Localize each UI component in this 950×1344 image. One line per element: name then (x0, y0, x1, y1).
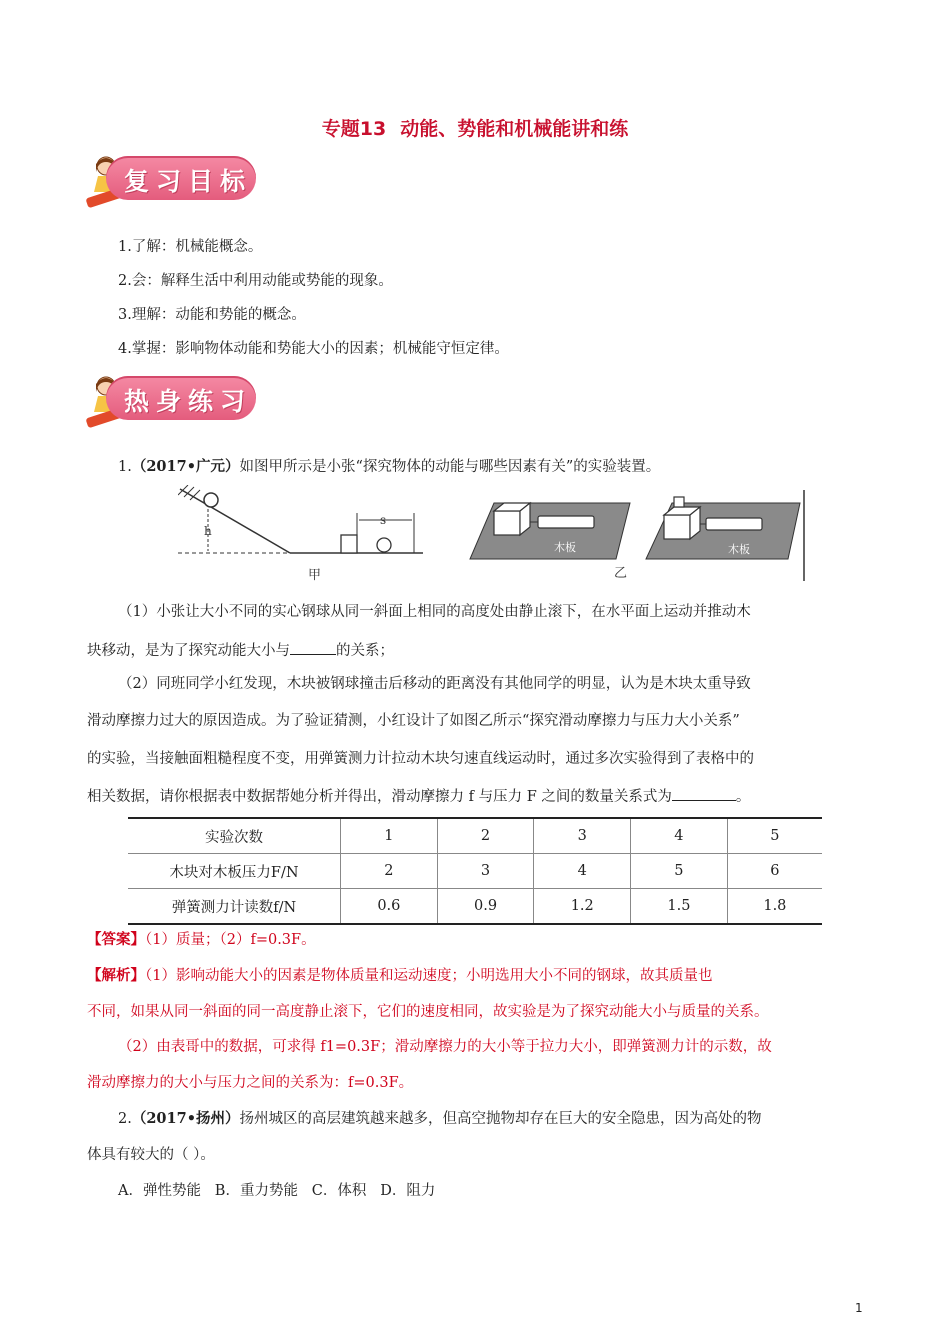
q1-analysis-line4: 滑动摩擦力的大小与压力之间的关系为：f=0.3F。 (87, 1075, 414, 1091)
q1-answer: 【答案】（1）质量；（2）f=0.3F。 (87, 931, 316, 948)
review-goals-banner: 复习目标 (84, 152, 264, 204)
page-number: 1 (855, 1301, 863, 1315)
table-row: 实验次数 1 2 3 4 5 (128, 818, 822, 854)
label-board: 木板 (728, 543, 750, 556)
q1-part2-line4: 相关数据，请你根据表中数据帮她分析并得出，滑动摩擦力 f 与压力 F 之间的数量关系式为 。 (87, 786, 750, 807)
table-row: 木块对木板压力F/N 2 3 4 5 6 (128, 854, 822, 889)
goal-item: 4.掌握：影响物体动能和势能大小的因素；机械能守恒定律。 (118, 341, 509, 357)
q2-options: A．弹性势能 B．重力势能 C．体积 D．阻力 (118, 1183, 436, 1199)
label-h: h (204, 524, 212, 538)
warmup-banner: 热身练习 (84, 372, 264, 424)
goal-item: 1.了解：机械能概念。 (118, 239, 263, 255)
q1-part2-line2: 滑动摩擦力过大的原因造成。为了验证猜测，小红设计了如图乙所示“探究滑动摩擦力与压力大小关系” (87, 713, 740, 729)
label-board: 木板 (554, 541, 576, 554)
figure-jia (178, 485, 428, 585)
label-s: s (380, 513, 387, 527)
q1-analysis-line1: 【解析】（1）影响动能大小的因素是物体质量和运动速度；小明选用大小不同的钢球，故其质量也 (87, 967, 713, 984)
q1-analysis-line3: （2）由表哥中的数据，可求得 f1=0.3F；滑动摩擦力的大小等于拉力大小，即弹簧测力计的示数，故 (118, 1039, 772, 1055)
goal-item: 3.理解：动能和势能的概念。 (118, 307, 306, 323)
label-yi: 乙 (614, 566, 628, 581)
q2-stem-line2: 体具有较大的（ ）。 (87, 1147, 215, 1163)
table-row: 弹簧测力计读数f/N 0.6 0.9 1.2 1.5 1.8 (128, 889, 822, 925)
goal-item: 2.会：解释生活中利用动能或势能的现象。 (118, 273, 393, 289)
page-title: 专题13 动能、势能和机械能讲和练 (321, 118, 629, 140)
q1-part2-line1: （2）同班同学小红发现，木块被钢球撞击后移动的距离没有其他同学的明显，认为是木块太重导致 (118, 676, 751, 692)
q1-analysis-line2: 不同，如果从同一斜面的同一高度静止滚下，它们的速度相同，故实验是为了探究动能大小与质量的关系。 (87, 1004, 769, 1020)
q1-part1-line2: 块移动，是为了探究动能大小与 的关系； (87, 640, 394, 661)
q1-stem: 1.（2017•广元）如图甲所示是小张“探究物体的动能与哪些因素有关”的实验装置。 (118, 458, 661, 475)
q1-part2-line3: 的实验，当接触面粗糙程度不变，用弹簧测力计拉动木块匀速直线运动时，通过多次实验得到了表格中的 (87, 751, 754, 767)
q2-stem-line1: 2.（2017•扬州）扬州城区的高层建筑越来越多，但高空抛物却存在巨大的安全隐患，因为高处的物 (118, 1110, 762, 1127)
q1-part1-line1: （1）小张让大小不同的实心钢球从同一斜面上相同的高度处由静止滚下，在水平面上运动并推动木 (118, 604, 751, 620)
data-table (128, 817, 822, 925)
label-jia: 甲 (308, 568, 322, 583)
figure-yi (466, 485, 808, 585)
